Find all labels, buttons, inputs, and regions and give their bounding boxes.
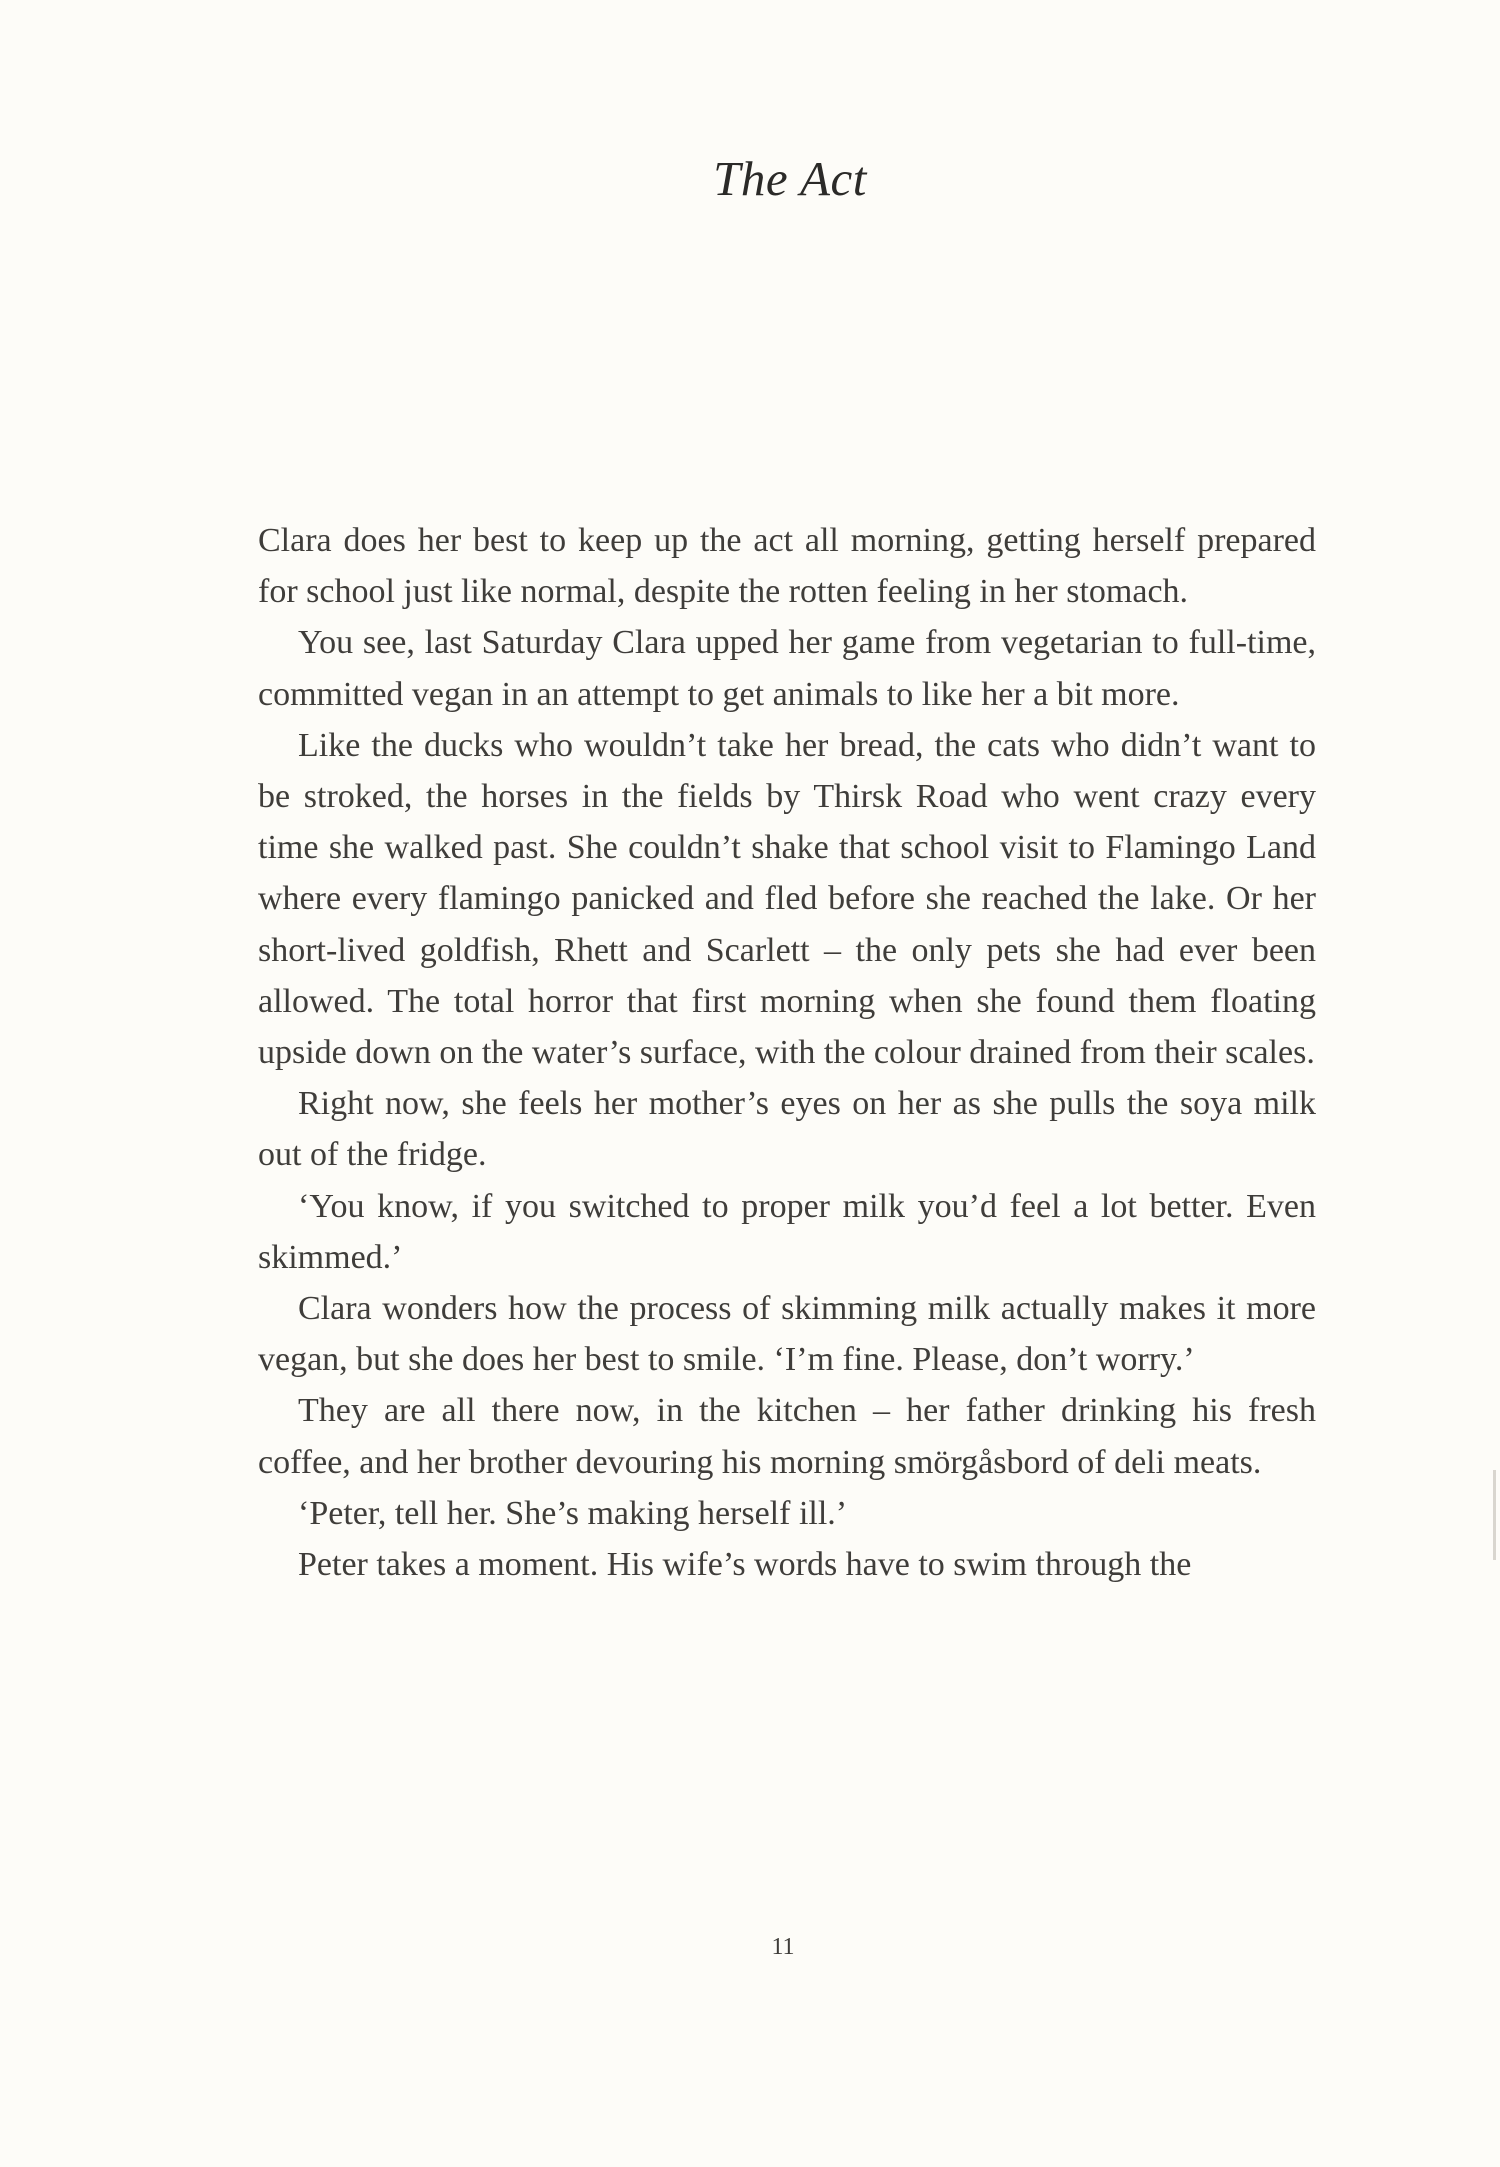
- chapter-title: The Act: [713, 151, 867, 206]
- paragraph-5: ‘You know, if you switched to proper milk you’d feel a lot better. Even skimmed.’: [258, 1187, 1316, 1276]
- body-text: [258, 515, 1316, 1590]
- paragraph-1: Clara does her best to keep up the act all morning, getting herself prepared for school just like normal, despite the rotten feeling in her stomach.: [258, 522, 1316, 611]
- page-number: 11: [771, 1934, 795, 1960]
- paragraph-3: Like the ducks who wouldn’t take her bread, the cats who didn’t want to be stroked, the horses in the fields by Thirsk Road who went crazy every time she walked past. She couldn’t shake that school visit to Flamingo Land where every flamingo panicked and fled before she reached the lake. Or her short-lived goldfish, Rhett and Scarlett – the only pets she had ever been allowed. The total horror that first morning when she found them floating upside down on the water’s surface, with the colour drained from their scales.: [258, 726, 1316, 1072]
- paragraph-6: Clara wonders how the process of skimming milk actually makes it more vegan, but she does her best to smile. ‘I’m fine. Please, don’t worry.’: [258, 1290, 1316, 1379]
- paragraph-9: Peter takes a moment. His wife’s words have to swim through the: [298, 1546, 1192, 1584]
- paragraph-4: Right now, she feels her mother’s eyes on her as she pulls the soya milk out of the fridge.: [258, 1085, 1316, 1174]
- paragraph-2: You see, last Saturday Clara upped her game from vegetarian to full-time, committed vegan in an attempt to get animals to like her a bit more.: [258, 624, 1316, 713]
- paragraph-7: They are all there now, in the kitchen – her father drinking his fresh coffee, and her brother devouring his morning smörgåsbord of deli meats.: [258, 1392, 1316, 1481]
- paragraph-8: ‘Peter, tell her. She’s making herself ill.’: [298, 1494, 848, 1532]
- scan-edge-mark: [1493, 1470, 1496, 1560]
